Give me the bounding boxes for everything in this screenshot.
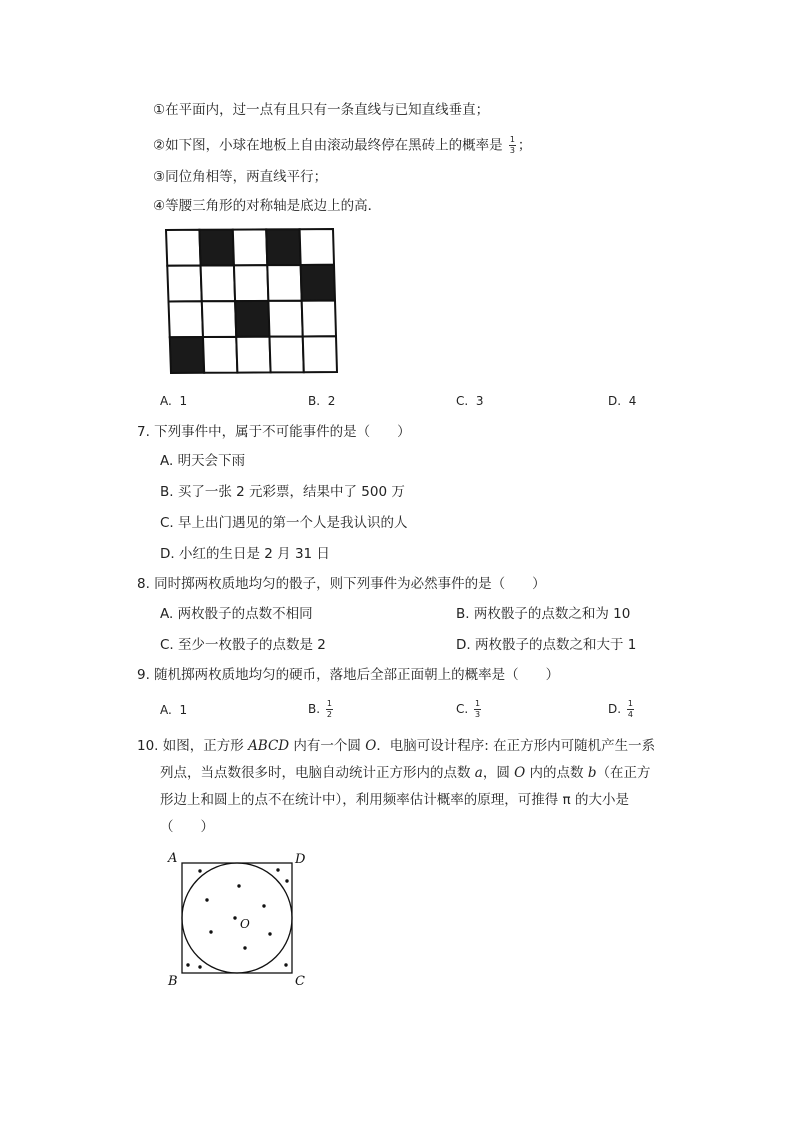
statement-3: ③同位角相等，两直线平行； bbox=[153, 169, 328, 185]
point bbox=[262, 904, 265, 907]
q8-option-d[interactable]: D. 两枚骰子的点数之和大于 1 bbox=[456, 637, 637, 653]
statement-2-text: ②如下图，小球在地板上自由滚动最终停在黑砖上的概率是 bbox=[153, 137, 503, 154]
q7-option-d[interactable]: D. 小红的生日是 2 月 31 日 bbox=[160, 546, 330, 562]
q6-option-b[interactable] bbox=[308, 393, 335, 409]
white-tile bbox=[267, 265, 301, 301]
white-tile bbox=[202, 301, 236, 337]
statement-4: ④等腰三角形的对称轴是底边上的高． bbox=[153, 198, 382, 214]
option-text: 3 bbox=[475, 394, 484, 408]
black-tile bbox=[301, 265, 335, 301]
q10-text: 列点，当点数很多时，电脑自动统计正方形内的点数 bbox=[160, 765, 475, 781]
white-tile bbox=[270, 336, 304, 372]
option-fraction bbox=[326, 700, 333, 719]
q8-option-a[interactable]: A. 两枚骰子的点数不相同 bbox=[160, 606, 313, 622]
point bbox=[186, 963, 189, 966]
q10-text: ．电脑可设计程序: 在正方形内可随机产生一系 bbox=[376, 738, 656, 754]
option-letter: D. bbox=[608, 702, 622, 716]
checkerboard-figure bbox=[163, 226, 339, 376]
label-d: D bbox=[295, 852, 306, 867]
option-text: 4 bbox=[628, 394, 637, 408]
q10-line-3: 形边上和圆上的点不在统计中），利用频率估计概率的原理，可推得 π 的大小是 bbox=[160, 792, 629, 808]
fraction-denominator: 3 bbox=[474, 710, 481, 719]
fraction-numerator: 1 bbox=[509, 135, 515, 144]
q7-option-b[interactable]: B. 买了一张 2 元彩票，结果中了 500 万 bbox=[160, 484, 405, 500]
white-tile bbox=[302, 301, 336, 337]
option-text: 1 bbox=[179, 394, 188, 408]
q10-line-2 bbox=[160, 764, 650, 782]
option-fraction bbox=[474, 700, 481, 719]
point bbox=[198, 869, 201, 872]
q9-stem: 9. 随机掷两枚质地均匀的硬币，落地后全部正面朝上的概率是（ ） bbox=[137, 667, 560, 683]
q8-option-c[interactable]: C. 至少一枚骰子的点数是 2 bbox=[160, 637, 326, 653]
option-letter: B. bbox=[308, 702, 321, 716]
black-tile bbox=[170, 337, 204, 373]
white-tile bbox=[201, 265, 236, 301]
white-tile bbox=[169, 301, 204, 337]
q10-math-o: O bbox=[365, 738, 377, 754]
black-tile bbox=[266, 229, 300, 265]
fraction-denominator: 4 bbox=[627, 710, 633, 719]
point bbox=[285, 879, 288, 882]
option-letter: C. bbox=[456, 702, 469, 716]
option-fraction bbox=[627, 700, 634, 719]
black-tile bbox=[235, 301, 269, 337]
white-tile bbox=[303, 336, 337, 372]
circle-in-square-figure bbox=[160, 848, 320, 988]
point bbox=[198, 965, 201, 968]
q6-option-a[interactable] bbox=[160, 393, 187, 409]
label-b: B bbox=[168, 974, 178, 988]
q10-math-b: b bbox=[587, 765, 597, 781]
q7-option-c[interactable]: C. 早上出门遇见的第一个人是我认识的人 bbox=[160, 515, 408, 531]
q9-option-d[interactable] bbox=[608, 700, 636, 719]
q10-text: 内有一个圆 bbox=[289, 738, 366, 754]
q10-line-1 bbox=[137, 737, 655, 755]
option-letter: A. bbox=[160, 394, 172, 408]
white-tile bbox=[233, 229, 267, 265]
label-c: C bbox=[295, 974, 305, 988]
q10-math-a: a bbox=[474, 765, 483, 781]
q8-option-b[interactable]: B. 两枚骰子的点数之和为 10 bbox=[456, 606, 631, 622]
point bbox=[268, 932, 271, 935]
fraction-denominator: 2 bbox=[326, 710, 332, 719]
option-letter: B. bbox=[308, 394, 321, 408]
q8-stem: 8. 同时掷两枚质地均匀的骰子，则下列事件为必然事件的是（ ） bbox=[137, 576, 546, 592]
statement-2 bbox=[153, 136, 531, 155]
white-tile bbox=[167, 266, 202, 302]
fraction-numerator: 1 bbox=[326, 699, 332, 708]
point bbox=[284, 963, 287, 966]
white-tile bbox=[300, 229, 334, 265]
q10-text: 10. 如图，正方形 bbox=[137, 738, 249, 754]
fraction-numerator: 1 bbox=[474, 699, 481, 708]
black-tile bbox=[199, 230, 234, 266]
q10-math-abcd: ABCD bbox=[248, 738, 290, 754]
q9-option-b[interactable] bbox=[308, 700, 335, 719]
white-tile bbox=[234, 265, 268, 301]
white-tile bbox=[268, 301, 302, 337]
q7-stem: 7. 下列事件中，属于不可能事件的是（ ） bbox=[137, 424, 411, 440]
point bbox=[243, 946, 246, 949]
label-a: A bbox=[168, 851, 178, 866]
fraction-numerator: 1 bbox=[627, 699, 633, 708]
point bbox=[233, 916, 236, 919]
fraction-denominator: 3 bbox=[509, 146, 515, 155]
q10-text: 内的点数 bbox=[525, 765, 588, 781]
q10-math-o: O bbox=[514, 765, 526, 781]
statement-2-fraction bbox=[509, 136, 516, 155]
q10-line-4: （ ） bbox=[160, 819, 214, 835]
label-o: O bbox=[240, 917, 250, 931]
circle-o bbox=[182, 863, 292, 973]
statement-2-tail: ； bbox=[517, 137, 532, 154]
q9-option-a[interactable] bbox=[160, 702, 187, 718]
q7-option-a[interactable]: A. 明天会下雨 bbox=[160, 453, 246, 469]
q9-option-c[interactable] bbox=[456, 700, 483, 719]
option-text: 2 bbox=[327, 394, 336, 408]
q6-option-d[interactable] bbox=[608, 393, 636, 409]
white-tile bbox=[236, 337, 270, 373]
point bbox=[205, 898, 208, 901]
white-tile bbox=[166, 230, 201, 266]
q10-text: ，圆 bbox=[482, 765, 515, 781]
option-letter: D. bbox=[608, 394, 622, 408]
option-letter: C. bbox=[456, 394, 469, 408]
point bbox=[237, 884, 240, 887]
point bbox=[276, 868, 279, 871]
option-letter: A. bbox=[160, 703, 172, 717]
random-points bbox=[186, 868, 288, 968]
q10-text: （在正方 bbox=[596, 765, 651, 781]
option-text: 1 bbox=[179, 703, 188, 717]
point bbox=[209, 930, 212, 933]
q6-option-c[interactable] bbox=[456, 393, 483, 409]
statement-1: ①在平面内，过一点有且只有一条直线与已知直线垂直； bbox=[153, 102, 490, 118]
white-tile bbox=[203, 337, 237, 373]
